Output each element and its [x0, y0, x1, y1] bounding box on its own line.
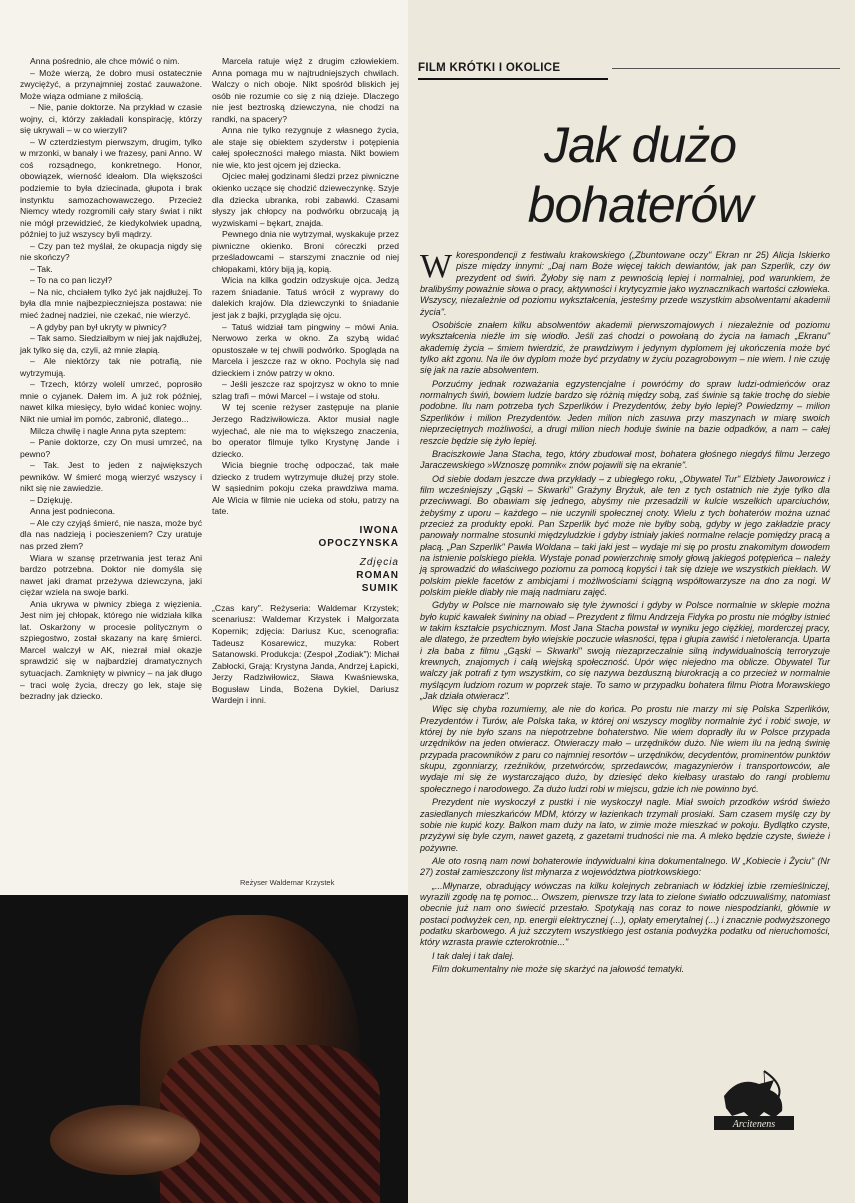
paragraph: Milcza chwilę i nagle Anna pyta szeptem: — [30, 425, 187, 436]
paragraph: Prezydent nie wyskoczył z pustki i nie wyskoczył nagle. Miał swoich przodków wśród świeżo zasiedlanych mieszkańców MDM, którzy w łazienkach trzymali prosiaki. Sam czasem myślę czy by sobie nie kupić kozy. Balkon mam duży na lato, w zimie może mieszkać w pokoju. Bydlątko czyste, przyżywi się byle czym, nawet gazetą, z gazetami trudności nie ma. A mleko będzie czyste, świeże i pożywne. — [420, 797, 830, 853]
paragraph: Ania ukrywa w piwnicy zbiega z więzienia. Jest nim jej chłopak, którego nie widziała kilka lat. Oskarżony w procesie politycznym o szpiegostwo, został skazany na karę śmierci. Marcel walczył w AK, niezrał miał okazje sprawdzić się w najbardziej dramatycznych sytuacjach. Zamknięty w piwnicy – na jak długo – traci wolę życia, dreczy go lek, staje się bezradny jak dziecko. — [20, 598, 202, 702]
paragraph: Porzućmy jednak rozważania egzystencjalne i powróćmy do spraw ludzi-odmieńców oraz normalnych świń, bowiem ludzie bardzo się różnią między sobą, zaś świnie są takie trochę do siebie podobne. Ilu nam potrzeba tych Szperlików i Prezydentów, żeby było lepiej? Powiedzmy – milion Szperlików i milion Prezydentów. Jeden milion nich zasuwa przy maszynach w miarę swoich nieprzeciętnych możliwości, a drugi milion niech hoduje świnie na bazie odpadków, a nam – całej reszcie będzie się żyło lepiej. — [420, 378, 830, 446]
headline-line-1: Jak dużo — [543, 117, 737, 173]
headline — [470, 115, 810, 235]
author-last-name: OPOCZYNSKA — [318, 537, 399, 549]
paragraph: Marcela ratuje więź z drugim człowiekiem. Anna pomaga mu w najtrudniejszych chwilach. Walczy o nich oboje. Nikt spośród bliskich jej osób nie rozumie co się z nią dzieje. Dlaczego nie jest beztroską dziewczyna, nie chodzi na randki, na spacery? — [212, 56, 399, 124]
paragraph: Od siebie dodam jeszcze dwa przykłady – z ubiegłego roku, „Obywatel Tur" Elżbiety Jaworowicz i film wcześniejszy „Gąski – Skwarki" Grażyny Bryżuk, ale ten z tych ostatnich nie żyje tylko dla przeciwwagi. Bo obawiam się jednego, abyśmy nie przesadzili w kulcie wszelkich uparciuchów, żebyśmy z uporu – każdego – nie uczynili społecznej cnoty. Wielu z tych bohaterów można uznać przecież za produkty epoki. Pan Szperlik być może nie byłby sobą, gdyby w jego zakładzie pracy panowały normalne stosunki międzyludzkie i gdyby istniały jakieś normalne relacje pomiędzy pracą a płacą. „Pan Szperlik" Pawła Woldana – taki jaki jest – wydaje mi się po prostu znakomitym dowodem na istnienie polskiego piekła. Wystaje ponad powierzchnię smoły głową jakiegoś potępieńca – należy ją sprowadzić do właściwego poziomu za pomocą kopyści i tak się dzieje we wszystkich piekłach. W polskim piekle facetów z ambicjami i możliwościami ściągną współtowarzysze na dno za nogi. W polskim piekle diabły nie mają nadmiaru zajęć. — [420, 473, 830, 597]
film-credits: „Czas kary". Reżyseria: Waldemar Krzystek; scenariusz: Waldemar Krzystek i Małgorzata Kopernik; zdjęcia: Dariusz Kuc, scenografia: Tadeusz Kosarewicz, muzyka: Robert Satanowski. Produkcja: (Zespoł „Zodiak"): Michał Zabłocki, Grają: Krystyna Janda, Andrzej Łapicki, Jerzy Radziwiłowicz, Sława Kwaśniewska, Bogusław Linda, Bożena Dykiel, Dariusz Wardejn i inni. — [212, 602, 399, 706]
paragraph: – Jeśli jeszcze raz spojrzysz w okno to mnie szlag trafi – mówi Marcel – i wstaje od stołu. — [212, 379, 399, 401]
paragraph: Osobiście znałem kilku absolwentów akademii pierwszomajowych i niezależnie od poziomu wykształcenia nieźle im się wiodło. Jeśli zaś chodzi o powołaną do życia na łamach „Ekranu" akademię życia – śmiem twierdzić, że prawdziwym i jedynym dyplomem jej ukończenia może być tylko akt zgonu. Na ile ów dyplom może być przydatny w życiu pozagrobowym – nie wiem. I nie czuję się jak na razie absolwentem. — [420, 320, 830, 376]
paragraph: – Tak samo. Siedziałbym w niej jak najdłużej, jak tylko się da, czyli, aż mnie złapią. — [20, 333, 202, 355]
paragraph: – Może wierzą, że dobro musi ostatecznie zwyciężyć, a przynajmniej zostać zauważone. Może wiąza odmiane z miłością. — [20, 67, 202, 101]
paragraph: – Panie doktorze, czy On musi umrzeć, na pewno? — [20, 437, 202, 459]
photographer-first-name: ROMAN — [356, 569, 399, 581]
paragraph: „...Młynarze, obradujący wówczas na kilku kolejnych zebraniach w łódzkiej izbie rzemieślniczej, wyrazili zgodę na tę pomoc... Owszem, pierwsze trzy lata to zielone światło odczuwaliśmy, natomiast obecnie już nam ono świecić przestało. Spotykają nas coraz to nowe niespodzianki, głównie w postaci podwyżek cen, np. energii elektrycznej (...), opłaty emerytalnej (...) i znacznie podwyższonego podatku skarbowego. A już szczytem wszystkiego jest ostania podwyżka podatku od nieruchomości, który wzrasta prawie czterokrotnie..." — [420, 880, 830, 948]
paragraph: W tej scenie reżyser zastępuje na planie Jerzego Radziwiłowicza. Aktor musiał nagle wyjechać, ale nie ma to większego znaczenia, bo operator filmuje tylko Krystynę Jande i dziecko. — [212, 402, 399, 459]
plaid-shirt — [160, 1045, 380, 1203]
photo-caption: Reżyser Waldemar Krzystek — [240, 878, 335, 887]
paragraph: – Trzech, którzy wolelí umrzeć, poprosiło mnie o cyjanek. Dałem im. A już rok później, nawet kilka miesięcy, było widać koniec wojny. Nikt nie umiał im pomóc, zabronić, dlatego... — [20, 379, 202, 424]
paragraph: Braciszkowie Jana Stacha, tego, który zbudował most, bohatera głośnego niegdyś filmu Jerzego Jaraczewskiego »Wznoszę pomnik« znów pojawili się na ekranie". — [420, 448, 830, 471]
paragraph: Anna pośrednio, ale chce mówić o nim. — [30, 56, 180, 66]
photo-credit-label: Zdjęcia — [359, 556, 399, 568]
paragraph: Wicia biegnie trochę odpoczać, tak małe dziecko z trudem wytrzymuje dłużej przy stole. W sąsiednim pokoju czeka prawdziwa mama. Ale Wicia w filmie nie ucieka od stołu, patrzy na tate. — [212, 460, 399, 517]
paragraph: – Tatuś widział tam pingwiny – mówi Ania. Nerwowo zerka w okno. Za szybą widać opustoszałe w tej chwili podwórko. Spogląda na Marcela i jeszcze raz w okno. Pochyla się nad dzieckiem i znów patrzy w okno. — [212, 321, 399, 378]
hand — [50, 1105, 200, 1175]
paragraph: Film dokumentalny nie może się skarżyć na jałowość tematyki. — [432, 963, 685, 974]
paragraph: – W czterdziestym pierwszym, drugim, tylko w mrzonki, w banały i we frazesy, pani Anno. W coś rozsądnego, konkretnego. Honor, obowiązek, wierność ideałom. Dla większości podziemie to była dziecinada, głupota i brak instynktu samozachowawczego. Przecież Niemcy wtedy rozgromili cały stary świat i nikt nie mógł przewidzieć, że kiedykolwiek upadną, później to już wszyscy byli mądrzy. — [20, 136, 202, 240]
paragraph: – Czy pan też myślał, że okupacja nigdy się nie skończy? — [20, 240, 202, 263]
paragraph: – Ale czy czyjąś śmierć, nie nasza, może być dla nas nadzieją i pocieszeniem? Czy uratuje nas przed złem? — [20, 517, 202, 551]
section-title: FILM KRÓTKI I OKOLICE — [418, 62, 561, 74]
header-rule — [612, 68, 840, 69]
paragraph: Gdyby w Polsce nie marnowało się tyle żywności i gdyby w Polsce normalnie w sklepie można było kupić kawałek świniny na obiad – Prezydent z filmu Andrzeja Fidyka po prostu nie mógłby istnieć w takim kształcie psychicznym. Most Jana Stacha powstał w wyniku jego ciężkiej, morderczej pracy, ale dlatego, że przedtem było wiejskie poczucie własności, tępa i głupia zawiść i nietolerancja. Uparta i zła baba z filmu „Gąski – Skwarki" swoją niezaprzeczalnie silną indywidualnością terroryzuje krewnych, znajomych i całą wiejską społeczność. Upór więc niejedno ma oblicze. Obywatel Tur walczy jak potrafi z tym wszystkim, co się nazywa bezduszną biurokracją a co przecież w normalnie myślącym ludziom rozum w poprzek staje. To samo w przypadku bohatera filmu Piotra Morawskiego „Jak działa otwieracz". — [420, 600, 830, 702]
paragraph: – Na nic, chciałem tylko żyć jak najdłużej. To była dla mnie najbezpieczniejsza postawa: nie mieć żadnej nadziei, nie czekać, nie wierzyć. — [20, 286, 202, 321]
photo-credit — [212, 556, 399, 595]
section-header — [418, 58, 608, 80]
paragraph: Wiara w szansę przetrwania jest teraz Ani bardzo potrzebna. Doktor nie domyśla się nawet jaki dramat przeżywa dziewczyna, jaki ciężar wziela na swoje barki. — [20, 552, 202, 598]
paragraph: Wicia na kilka godzin odzyskuje ojca. Jedzą razem śniadanie. Tatuś wrócił z wyprawy do dalekich krajów. Dla dziewczynki to śniadanie jest jak z bajki, przygląda się ojcu. — [212, 275, 399, 321]
paragraph: I tak dalej i tak dalej. — [432, 950, 515, 961]
paragraph: – Tak. — [30, 263, 53, 274]
lead-text: korespondencji z festiwalu krakowskiego („Zbuntowane oczy" Ekran nr 25) Alicja Iskierko pisze między innymi: „Daj nam Boże więcej takich dewiantów, jak pan Szperlik, czy ów prezydent od świń. Żyłoby się nam z pewnością lepiej i normalniej, pod warunkiem, że bralibyśmy poważnie słowa o pracy, aktywności i krytycyzmie jako wyznacznikach wartości człowieka. Wszyscy, niezależnie od poziomu wykształcenia, jesteśmy przede wszystkim absolwentami akademii życia". — [420, 250, 830, 317]
main-article — [420, 250, 830, 977]
article-column-1 — [20, 56, 202, 703]
paragraph: Anna nie tylko rezygnuje z własnego życia, ale staje się obiektem szyderstw i potępienia całej społeczności małego miasta. Nikt bowiem nie wie, kto jest ojcem jej dziecka. — [212, 125, 399, 170]
logo-text: Arcitenens — [732, 1119, 776, 1130]
paragraph: Więc się chyba rozumiemy, ale nie do końca. Po prostu nie marzy mi się Polska Szperlików, Prezydentów i Turów, ale Polska taka, w której oni wszyscy mogliby normalnie żyć i robić swoje, w której by nie było szans na niepotrzebne bohaterstwo. Nie wiem dopradły ilu w Polsce przypada urzędników na jeden otwieracz. Otwieraczy mało – urzędników dużo. Nie wiem ilu na jedną świnię przypada pracowników z paru co najmniej resortów – urzędników, decydentów, prominentów punktów skupu, zgonniarzy, rzeźników, przetwórców, sprzedawców, magazynierów i transportowców, ale wydaje mi się że wystarczająco dużo, by dziesięć deko kiełbasy urastało do rangi problemu społecznego i narodowego. Za dużo ludzi robi w miejscu, gdzie ich nie powinno być. — [420, 704, 830, 794]
paragraph: Anna jest podniecona. — [30, 506, 116, 517]
paragraph: – Dziękuję. — [30, 494, 73, 505]
arcitenens-logo — [704, 1066, 804, 1136]
paragraph: – A gdyby pan był ukryty w piwnicy? — [30, 321, 167, 332]
headline-line-2: bohaterów — [527, 177, 753, 233]
paragraph: – Tak. Jest to jeden z największych pewników. W śmierć mogą wierzyć wszyscy i nikt się nie zawiedzie. — [20, 460, 202, 494]
paragraph: – Ale niektórzy tak nie potrafią, nie wytrzymują. — [20, 356, 202, 378]
paragraph: – To na co pan liczył? — [30, 275, 113, 286]
paragraph: – Nie, panie doktorze. Na przykład w czasie wojny, ci, którzy zakładali konspirację, którzy się ukrywali – w co wierzyli? — [20, 102, 202, 136]
director-photo — [0, 895, 408, 1203]
lead-paragraph — [420, 250, 830, 318]
article-column-2 — [212, 56, 399, 707]
paragraph: Ale oto rosną nam nowi bohaterowie indywidualni kina dokumentalnego. W „Kobiecie i Życiu" (Nr 27) został zamieszczony list młynarza z województwa piotrkowskiego: — [420, 855, 830, 878]
paragraph: Pewnego dnia nie wytrzymał, wyskakuje przez piwniczne okienko. Broni córeczki przed prześladowcami – starszymi znacznie od niej chłopakami, który biją ją, kopią. — [212, 229, 399, 274]
dropcap: W — [420, 248, 453, 285]
photographer-last-name: SUMIK — [361, 582, 399, 594]
author-first-name: IWONA — [359, 524, 399, 536]
author-byline — [212, 524, 399, 550]
paragraph: Ojciec małej godzinami śledzi przez piwniczne okienko uczące się chodzić dzieweczynkę. Szyje dla dziecka ubranka, robi zabawki. Czasami słyszy jak chłopcy na podwórku obrzucają ją wyzwiskami – bękart, znajda. — [212, 171, 399, 228]
